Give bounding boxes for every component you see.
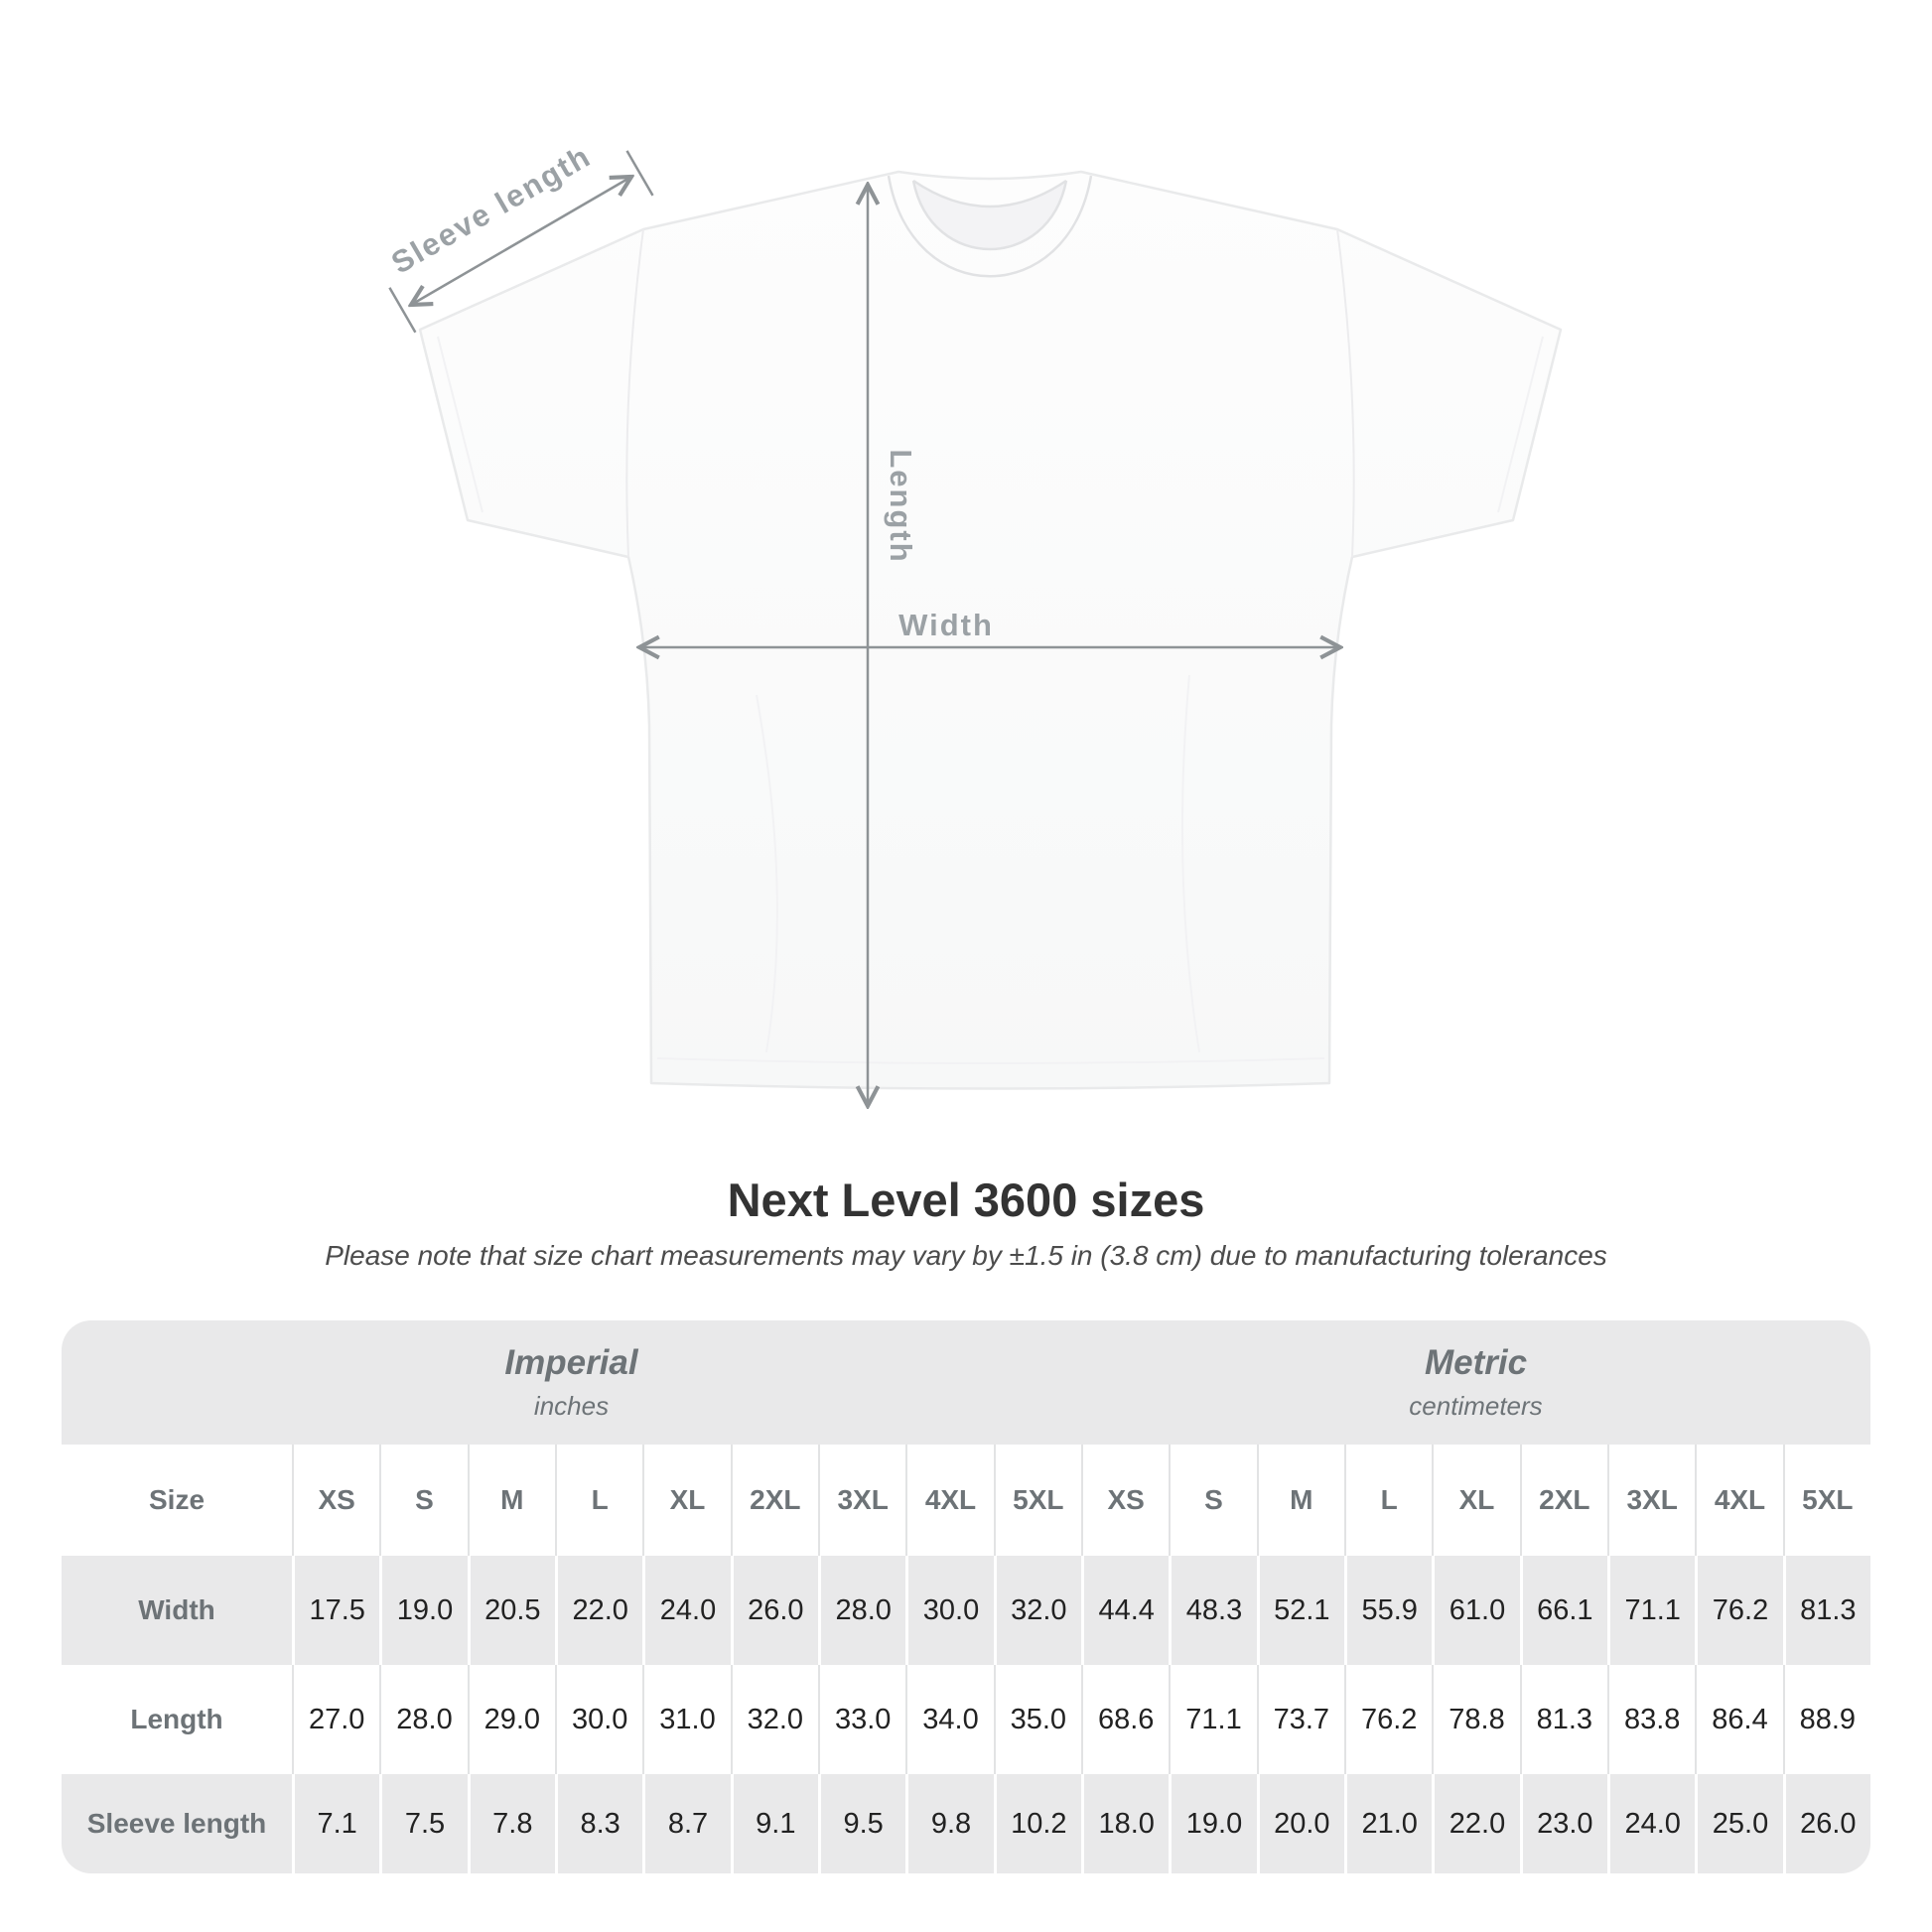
measurement-cell-imperial: 8.7: [642, 1774, 730, 1873]
measurement-cell-metric: 88.9: [1783, 1665, 1870, 1774]
measurement-cell-metric: 61.0: [1432, 1556, 1519, 1665]
measurement-cell-metric: 81.3: [1783, 1556, 1870, 1665]
measurement-cell-metric: 52.1: [1257, 1556, 1344, 1665]
measurement-cell-imperial: 24.0: [642, 1556, 730, 1665]
measurement-cell-imperial: 32.0: [994, 1556, 1081, 1665]
measurement-cell-metric: 20.0: [1257, 1774, 1344, 1873]
length-label: Length: [884, 449, 918, 564]
size-header-metric-xl: XL: [1432, 1445, 1519, 1556]
measurement-cell-metric: 44.4: [1081, 1556, 1169, 1665]
sleeve-tick-lower: [389, 288, 415, 333]
measurement-cell-imperial: 7.5: [379, 1774, 467, 1873]
sleeve-tick-upper: [627, 151, 653, 196]
measurement-cell-imperial: 26.0: [731, 1556, 818, 1665]
sleeve-length-label: Sleeve length: [385, 138, 598, 281]
measurement-cell-metric: 68.6: [1081, 1665, 1169, 1774]
metric-unit: centimeters: [1409, 1391, 1543, 1421]
measurement-cell-metric: 55.9: [1344, 1556, 1432, 1665]
size-header-imperial-4xl: 4XL: [905, 1445, 993, 1556]
unit-header-metric: [1081, 1320, 1870, 1445]
measurement-cell-imperial: 35.0: [994, 1665, 1081, 1774]
size-header-imperial-5xl: 5XL: [994, 1445, 1081, 1556]
size-header-metric-l: L: [1344, 1445, 1432, 1556]
measurement-cell-imperial: 33.0: [818, 1665, 905, 1774]
size-table-grid: [62, 1320, 1870, 1873]
size-header-metric-2xl: 2XL: [1520, 1445, 1607, 1556]
size-header-imperial-xs: XS: [292, 1445, 379, 1556]
measurement-cell-imperial: 30.0: [905, 1556, 993, 1665]
measurement-cell-metric: 19.0: [1169, 1774, 1256, 1873]
size-header-imperial-xl: XL: [642, 1445, 730, 1556]
size-header-metric-m: M: [1257, 1445, 1344, 1556]
measurement-cell-imperial: 28.0: [379, 1665, 467, 1774]
measurement-cell-metric: 73.7: [1257, 1665, 1344, 1774]
measurement-cell-metric: 24.0: [1607, 1774, 1695, 1873]
size-header-imperial-3xl: 3XL: [818, 1445, 905, 1556]
size-header-imperial-l: L: [555, 1445, 642, 1556]
measurement-cell-metric: 22.0: [1432, 1774, 1519, 1873]
measurement-cell-imperial: 9.8: [905, 1774, 993, 1873]
measurement-cell-imperial: 30.0: [555, 1665, 642, 1774]
size-header-imperial-s: S: [379, 1445, 467, 1556]
measurement-cell-imperial: 31.0: [642, 1665, 730, 1774]
measurement-cell-metric: 76.2: [1344, 1665, 1432, 1774]
measurement-cell-metric: 48.3: [1169, 1556, 1256, 1665]
measurement-cell-imperial: 22.0: [555, 1556, 642, 1665]
measurement-cell-imperial: 9.5: [818, 1774, 905, 1873]
measurement-cell-imperial: 17.5: [292, 1556, 379, 1665]
size-header-imperial-2xl: 2XL: [731, 1445, 818, 1556]
measurement-cell-imperial: 28.0: [818, 1556, 905, 1665]
measurement-cell-metric: 21.0: [1344, 1774, 1432, 1873]
measurement-cell-imperial: 10.2: [994, 1774, 1081, 1873]
row-label: Sleeve length: [62, 1774, 292, 1873]
measurement-cell-metric: 81.3: [1520, 1665, 1607, 1774]
measurement-cell-metric: 71.1: [1607, 1556, 1695, 1665]
measurement-cell-imperial: 7.1: [292, 1774, 379, 1873]
measurement-cell-imperial: 29.0: [468, 1665, 555, 1774]
measurement-cell-metric: 26.0: [1783, 1774, 1870, 1873]
size-header-metric-4xl: 4XL: [1695, 1445, 1782, 1556]
tolerance-note: Please note that size chart measurements may vary by ±1.5 in (3.8 cm) due to manufacturing tolerances: [325, 1240, 1607, 1271]
size-header-metric-3xl: 3XL: [1607, 1445, 1695, 1556]
width-label: Width: [898, 608, 994, 642]
measurement-cell-metric: 66.1: [1520, 1556, 1607, 1665]
imperial-title: Imperial: [504, 1343, 638, 1382]
measurement-cell-metric: 83.8: [1607, 1665, 1695, 1774]
metric-title: Metric: [1424, 1343, 1528, 1382]
measurement-cell-imperial: 8.3: [555, 1774, 642, 1873]
measurement-cell-metric: 25.0: [1695, 1774, 1782, 1873]
measurement-cell-imperial: 20.5: [468, 1556, 555, 1665]
measurement-cell-metric: 78.8: [1432, 1665, 1519, 1774]
size-header-metric-xs: XS: [1081, 1445, 1169, 1556]
measurement-cell-metric: 18.0: [1081, 1774, 1169, 1873]
size-table: [62, 1320, 1870, 1873]
size-header-metric-s: S: [1169, 1445, 1256, 1556]
size-header-imperial-m: M: [468, 1445, 555, 1556]
unit-header-imperial: [62, 1320, 1081, 1445]
measurement-cell-imperial: 7.8: [468, 1774, 555, 1873]
measurement-cell-imperial: 9.1: [731, 1774, 818, 1873]
measurement-cell-metric: 76.2: [1695, 1556, 1782, 1665]
measurement-cell-metric: 23.0: [1520, 1774, 1607, 1873]
measurement-cell-imperial: 34.0: [905, 1665, 993, 1774]
imperial-unit: inches: [533, 1391, 610, 1421]
measurement-cell-metric: 71.1: [1169, 1665, 1256, 1774]
size-header-metric-5xl: 5XL: [1783, 1445, 1870, 1556]
measurement-cell-metric: 86.4: [1695, 1665, 1782, 1774]
measurement-cell-imperial: 32.0: [731, 1665, 818, 1774]
page-title: Next Level 3600 sizes: [727, 1173, 1205, 1226]
measurement-cell-imperial: 27.0: [292, 1665, 379, 1774]
measurement-cell-imperial: 19.0: [379, 1556, 467, 1665]
row-label: Width: [62, 1556, 292, 1665]
row-label: Length: [62, 1665, 292, 1774]
size-column-header: Size: [62, 1445, 292, 1556]
